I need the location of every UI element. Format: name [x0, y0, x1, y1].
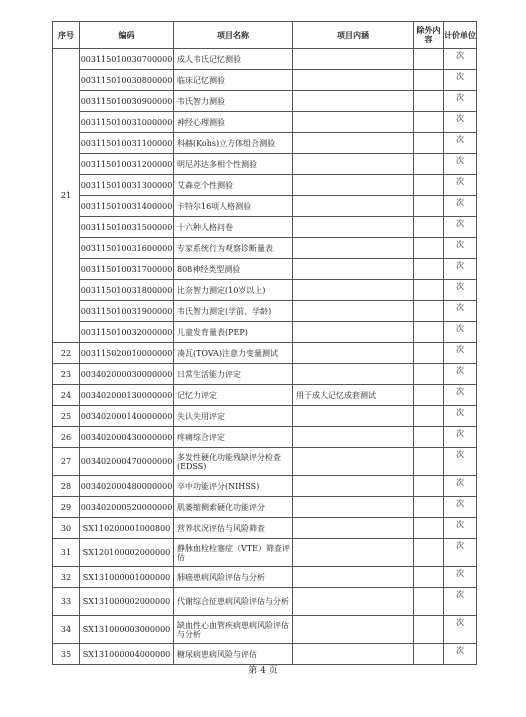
header-seq: 序号 — [53, 22, 80, 49]
table-row — [53, 238, 477, 259]
price-table-sheet — [52, 21, 476, 665]
row-name: 日常生活能力评定 — [174, 364, 293, 385]
table-header-row — [53, 22, 477, 49]
row-unit: 次 — [444, 476, 477, 497]
row-connotation — [293, 476, 414, 497]
header-name: 项目名称 — [174, 22, 293, 49]
table-row — [53, 217, 477, 238]
row-seq: 24 — [53, 385, 80, 406]
row-connotation — [293, 175, 414, 196]
row-code: SX131000001000000 — [80, 567, 174, 588]
page-number: 第 4 页 — [248, 666, 278, 676]
row-excluded — [414, 238, 444, 259]
row-connotation — [293, 588, 414, 616]
row-name: 成人韦氏记忆测验 — [174, 49, 293, 70]
row-seq: 34 — [53, 616, 80, 644]
row-code: 003115010031000000 — [80, 112, 174, 133]
row-excluded — [414, 259, 444, 280]
row-code: 003402000140000000 — [80, 406, 174, 427]
table-row — [53, 427, 477, 448]
table-row — [53, 497, 477, 518]
row-unit: 次 — [444, 196, 477, 217]
row-name: 肺癌患病风险评估与分析 — [174, 567, 293, 588]
row-unit: 次 — [444, 539, 477, 567]
table-row — [53, 49, 477, 70]
row-name: 疼痛综合评定 — [174, 427, 293, 448]
row-code: 003115010031700000 — [80, 259, 174, 280]
row-name: 专家系统行为观察诊断量表 — [174, 238, 293, 259]
row-code: 003115010031500000 — [80, 217, 174, 238]
row-name: 糖尿病患病风险与评估 — [174, 644, 293, 665]
row-unit: 次 — [444, 385, 477, 406]
row-excluded — [414, 427, 444, 448]
row-code: SX110200001000800 — [80, 518, 174, 539]
row-code: 003402000430000000 — [80, 427, 174, 448]
row-unit: 次 — [444, 133, 477, 154]
row-code: 003115010030900000 — [80, 91, 174, 112]
row-code: SX131000004000000 — [80, 644, 174, 665]
row-connotation — [293, 217, 414, 238]
row-seq: 23 — [53, 364, 80, 385]
row-unit: 次 — [444, 427, 477, 448]
row-seq: 28 — [53, 476, 80, 497]
table-row — [53, 112, 477, 133]
table-row — [53, 567, 477, 588]
row-code: 003115010031900000 — [80, 301, 174, 322]
row-code: 003115010032000000 — [80, 322, 174, 343]
row-connotation — [293, 644, 414, 665]
row-connotation — [293, 448, 414, 476]
row-seq: 32 — [53, 567, 80, 588]
row-name: 明尼苏达多相个性测验 — [174, 154, 293, 175]
row-name: 卡特尔16项人格测验 — [174, 196, 293, 217]
table-row — [53, 406, 477, 427]
row-connotation — [293, 322, 414, 343]
row-excluded — [414, 154, 444, 175]
table-row — [53, 539, 477, 567]
row-unit: 次 — [444, 175, 477, 196]
row-excluded — [414, 280, 444, 301]
row-name: 凑瓦(TOVA)注意力变量测试 — [174, 343, 293, 364]
row-name: 科赫(Kohs)立方体组合测验 — [174, 133, 293, 154]
table-row — [53, 91, 477, 112]
row-connotation — [293, 301, 414, 322]
row-connotation — [293, 518, 414, 539]
table-row — [53, 518, 477, 539]
row-unit: 次 — [444, 364, 477, 385]
row-connotation — [293, 539, 414, 567]
row-code: 003115010030800000 — [80, 70, 174, 91]
row-seq: 27 — [53, 448, 80, 476]
row-name: 失认失用评定 — [174, 406, 293, 427]
row-excluded — [414, 343, 444, 364]
row-unit: 次 — [444, 497, 477, 518]
row-unit: 次 — [444, 259, 477, 280]
table-row — [53, 133, 477, 154]
row-excluded — [414, 91, 444, 112]
row-connotation — [293, 343, 414, 364]
row-code: 003115010031200000 — [80, 154, 174, 175]
row-connotation — [293, 196, 414, 217]
row-connotation — [293, 49, 414, 70]
row-name: 艾森克个性测验 — [174, 175, 293, 196]
row-excluded — [414, 385, 444, 406]
row-name: 缺血性心血管疾病患病风险评估与分析 — [174, 616, 293, 644]
row-unit: 次 — [444, 448, 477, 476]
row-connotation — [293, 406, 414, 427]
row-excluded — [414, 70, 444, 91]
table-row — [53, 196, 477, 217]
row-seq: 35 — [53, 644, 80, 665]
row-excluded — [414, 539, 444, 567]
row-excluded — [414, 518, 444, 539]
row-name: 十六种人格问卷 — [174, 217, 293, 238]
row-name: 临床记忆测验 — [174, 70, 293, 91]
row-connotation — [293, 133, 414, 154]
row-excluded — [414, 112, 444, 133]
table-row — [53, 154, 477, 175]
row-code: 003402000030000000 — [80, 364, 174, 385]
row-unit: 次 — [444, 217, 477, 238]
row-seq: 21 — [53, 49, 80, 343]
row-code: 003115020010000000 — [80, 343, 174, 364]
row-name: 静脉血栓栓塞症（VTE）筛查评估 — [174, 539, 293, 567]
table-row — [53, 259, 477, 280]
row-excluded — [414, 644, 444, 665]
row-excluded — [414, 196, 444, 217]
row-code: 003115010031800000 — [80, 280, 174, 301]
row-unit: 次 — [444, 644, 477, 665]
row-name: 韦氏智力测验 — [174, 91, 293, 112]
row-name: 比奈智力测定(10岁以上) — [174, 280, 293, 301]
row-seq: 31 — [53, 539, 80, 567]
table-row — [53, 343, 477, 364]
table-body — [53, 49, 477, 665]
row-unit: 次 — [444, 112, 477, 133]
row-excluded — [414, 301, 444, 322]
row-code: 003115010031600000 — [80, 238, 174, 259]
row-excluded — [414, 588, 444, 616]
table-row — [53, 616, 477, 644]
row-code: 003402000130000000 — [80, 385, 174, 406]
row-seq: 22 — [53, 343, 80, 364]
row-code: 003402000520000000 — [80, 497, 174, 518]
row-code: SX120100002000000 — [80, 539, 174, 567]
row-seq: 26 — [53, 427, 80, 448]
row-unit: 次 — [444, 91, 477, 112]
row-unit: 次 — [444, 301, 477, 322]
row-connotation — [293, 154, 414, 175]
row-unit: 次 — [444, 518, 477, 539]
row-excluded — [414, 497, 444, 518]
row-unit: 次 — [444, 49, 477, 70]
row-code: 003402000470000000 — [80, 448, 174, 476]
row-connotation — [293, 238, 414, 259]
row-unit: 次 — [444, 322, 477, 343]
row-name: 代谢综合征患病风险评估与分析 — [174, 588, 293, 616]
row-code: 003402000480000000 — [80, 476, 174, 497]
row-connotation — [293, 112, 414, 133]
row-unit: 次 — [444, 406, 477, 427]
row-connotation — [293, 91, 414, 112]
row-excluded — [414, 476, 444, 497]
table-row — [53, 476, 477, 497]
table-row — [53, 588, 477, 616]
row-code: 003115010031300000 — [80, 175, 174, 196]
table-row — [53, 448, 477, 476]
row-connotation — [293, 280, 414, 301]
row-connotation — [293, 616, 414, 644]
row-code: SX131000003000000 — [80, 616, 174, 644]
row-unit: 次 — [444, 280, 477, 301]
row-excluded — [414, 322, 444, 343]
row-unit: 次 — [444, 343, 477, 364]
row-name: 神经心理测验 — [174, 112, 293, 133]
row-excluded — [414, 217, 444, 238]
table-row — [53, 385, 477, 406]
header-unit: 计价单位 — [444, 22, 477, 49]
row-excluded — [414, 175, 444, 196]
row-connotation — [293, 364, 414, 385]
table-row — [53, 301, 477, 322]
row-excluded — [414, 616, 444, 644]
row-excluded — [414, 133, 444, 154]
row-unit: 次 — [444, 588, 477, 616]
row-unit: 次 — [444, 154, 477, 175]
row-seq: 29 — [53, 497, 80, 518]
row-excluded — [414, 448, 444, 476]
row-seq: 30 — [53, 518, 80, 539]
row-excluded — [414, 364, 444, 385]
row-name: 营养状况评估与风险筛查 — [174, 518, 293, 539]
row-unit: 次 — [444, 70, 477, 91]
row-excluded — [414, 406, 444, 427]
row-name: 卒中功能评分(NIHSS) — [174, 476, 293, 497]
row-code: SX131000002000000 — [80, 588, 174, 616]
row-name: 记忆力评定 — [174, 385, 293, 406]
row-unit: 次 — [444, 238, 477, 259]
row-name: 多发性硬化功能残缺评分检查(EDSS) — [174, 448, 293, 476]
row-excluded — [414, 567, 444, 588]
table-row — [53, 70, 477, 91]
table-row — [53, 364, 477, 385]
table-row — [53, 280, 477, 301]
row-unit: 次 — [444, 567, 477, 588]
row-unit: 次 — [444, 616, 477, 644]
row-code: 003115010031400000 — [80, 196, 174, 217]
row-seq: 25 — [53, 406, 80, 427]
table-row — [53, 175, 477, 196]
row-code: 003115010030700000 — [80, 49, 174, 70]
row-connotation: 用于成人记忆成套测试 — [293, 385, 414, 406]
row-connotation — [293, 567, 414, 588]
header-code: 编码 — [80, 22, 174, 49]
row-connotation — [293, 70, 414, 91]
row-code: 003115010031100000 — [80, 133, 174, 154]
header-excluded: 除外内容 — [414, 22, 444, 49]
row-connotation — [293, 497, 414, 518]
row-name: 肌萎缩侧索硬化功能评分 — [174, 497, 293, 518]
row-name: 儿童发育量表(PEP) — [174, 322, 293, 343]
row-name: 韦氏智力测定(学前、学龄) — [174, 301, 293, 322]
table-row — [53, 322, 477, 343]
row-seq: 33 — [53, 588, 80, 616]
row-name: 808神经类型测验 — [174, 259, 293, 280]
price-table — [52, 21, 477, 665]
table-row — [53, 644, 477, 665]
row-connotation — [293, 259, 414, 280]
header-connotation: 项目内涵 — [293, 22, 414, 49]
row-connotation — [293, 427, 414, 448]
row-excluded — [414, 49, 444, 70]
